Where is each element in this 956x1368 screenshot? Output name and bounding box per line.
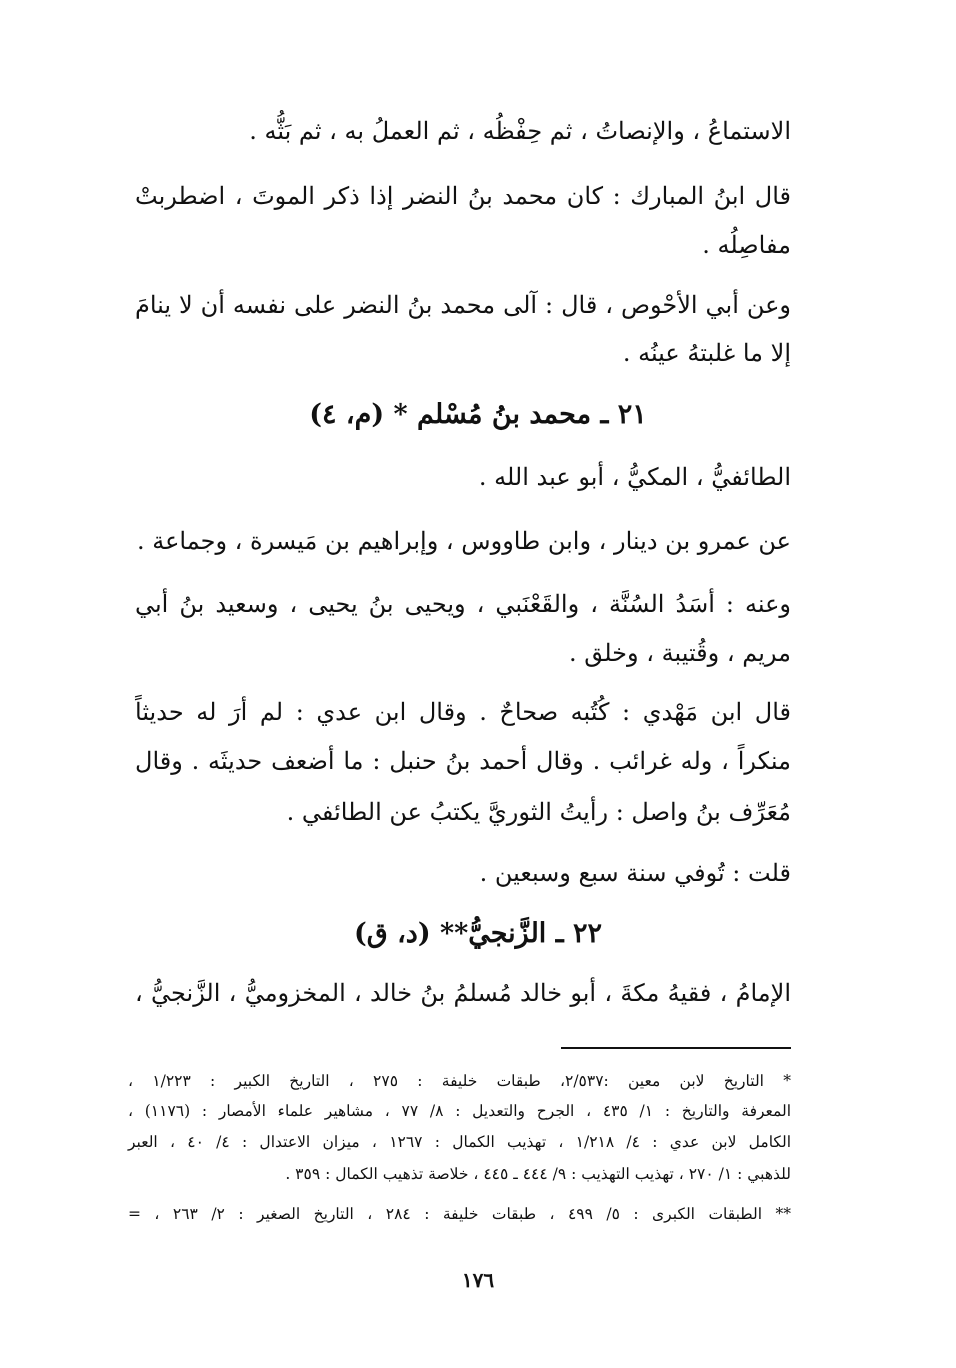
entry-21-line-5: قال ابن مَهْدي : كُتُبه صحاحٌ . وقال ابن عدي : لم أرَ له حديثاً: [135, 698, 791, 726]
footnote-line-4: للذهبي : ١/ ٢٧٠ ، تهذيب التهذيب : ٩/ ٤٤٤ ـ ٤٤٥ ، خلاصة تذهيب الكمال : ٣٥٩ .: [285, 1165, 791, 1183]
footnote-line-1: * التاريخ لابن معين :٢/٥٣٧، طبقات خليفة : ٢٧٥ ، التاريخ الكبير : ١/٢٢٣ ،: [128, 1072, 791, 1090]
entry-22-line-1: الإمامُ ، فقيهُ مكةَ ، أبو خالد مُسلمُ بنُ خالد ، المخزوميُّ ، الزَّنجيُّ ،: [135, 979, 791, 1007]
footnote-line-3: الكامل لابن عدي : ٤/ ١/٢١٨ ، تهذيب الكمال : ١٢٦٧ ، ميزان الاعتدال : ٤/ ٤٠ ، العبر: [128, 1133, 792, 1151]
footnote-separator: [561, 1047, 791, 1049]
body-line-3: مفاصِلُه .: [702, 231, 791, 259]
entry-21-line-8: قلت : تُوفي سنة سبع وسبعين .: [479, 859, 791, 887]
entry-21-line-3: وعنه : أسَدُ السُنَّة ، والقَعْنَبي ، ويحيى بنُ يحيى ، وسعيد بنُ أبي: [135, 590, 791, 618]
entry-21-line-7: مُعَرِّف بنُ واصل : رأيتُ الثوريَّ يكتبُ عن الطائفي .: [286, 798, 791, 826]
body-line-5: إلا ما غلبتهُ عينُه .: [622, 339, 791, 367]
body-line-2: قال ابنُ المبارك : كان محمد بنُ النضر إذا ذكر الموتَ ، اضطربتْ: [135, 182, 791, 210]
footnote-line-5: ** الطبقات الكبرى : ٥/ ٤٩٩ ، طبقات خليفة : ٢٨٤ ، التاريخ الصغير : ٢/ ٢٦٣ ، =: [128, 1205, 791, 1223]
footnote-line-2: المعرفة والتاريخ : ١/ ٤٣٥ ، الجرح والتعديل : ٨/ ٧٧ ، مشاهير علماء الأمصار : (١١٧٦) ،: [128, 1102, 791, 1120]
page-number: ١٧٦: [461, 1268, 495, 1292]
entry-heading-22: ٢٢ ـ الزَّنجيُّ** (د، ق): [353, 918, 603, 949]
body-line-4: وعن أبي الأحْوص ، قال : آلى محمد بنُ النضر على نفسه أن لا ينامَ: [135, 291, 792, 319]
entry-heading-21: ٢١ ـ محمد بنُ مُسْلم * (م، ٤): [309, 399, 647, 430]
entry-21-line-1: الطائفيُّ ، المكيُّ ، أبو عبد الله .: [478, 463, 791, 491]
body-line-1: الاستماعُ ، والإنصاتُ ، ثم حِفْظُه ، ثم العملُ به ، ثم بَثُّه .: [249, 117, 791, 145]
entry-21-line-4: مريم ، وقُتيبة ، وخلق .: [568, 639, 791, 667]
entry-21-line-2: عن عمرو بن دينار ، وابن طاووس ، وإبراهيم بن مَيسرة ، وجماعة .: [136, 527, 791, 555]
entry-21-line-6: منكراً ، وله غرائب . وقال أحمد بنُ حنبل : ما أضعف حديثَه . وقال: [135, 747, 791, 775]
